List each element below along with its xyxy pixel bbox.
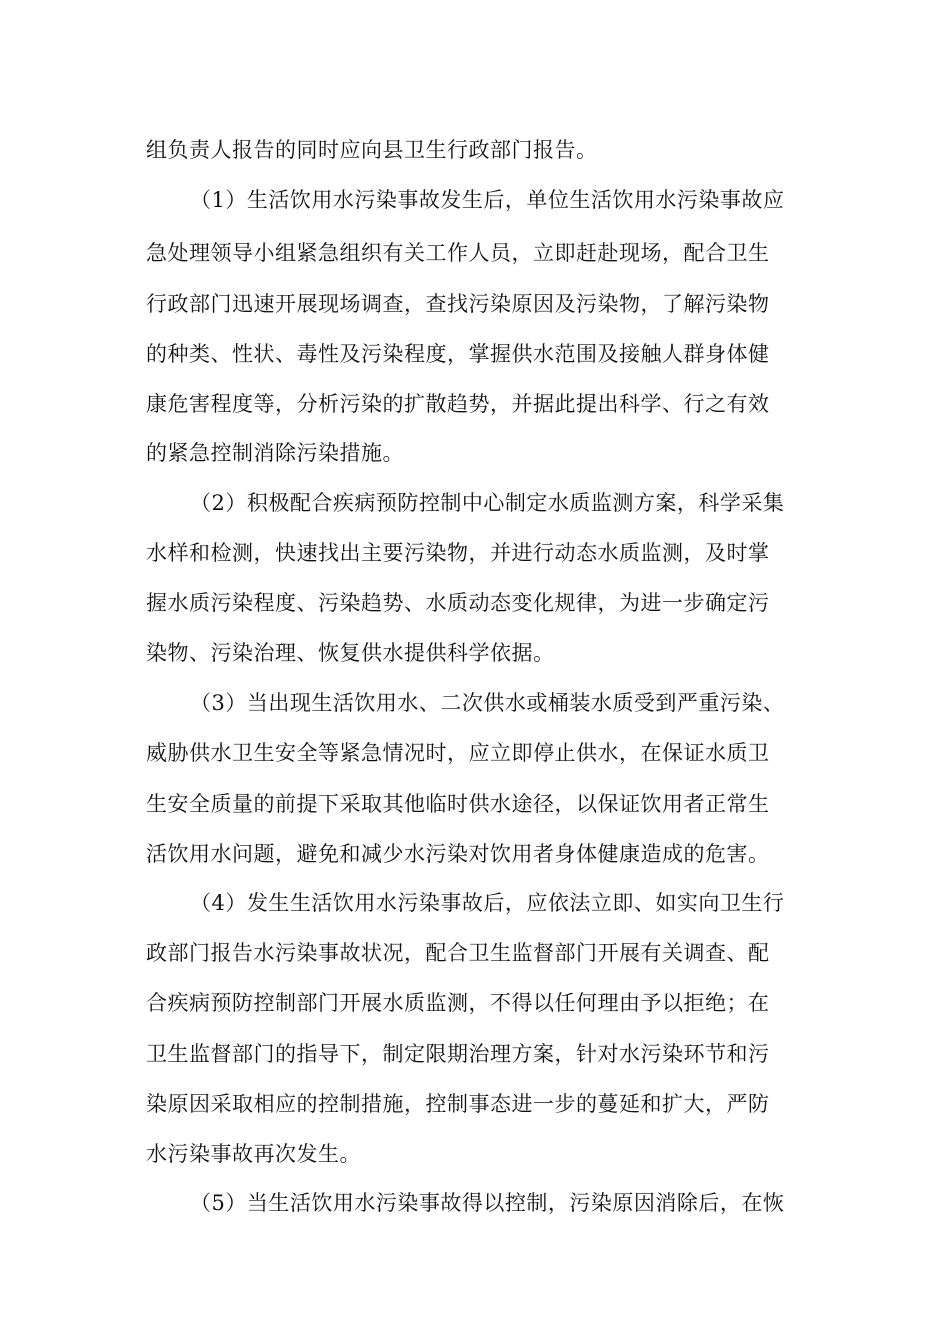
text-line: 急处理领导小组紧急组织有关工作人员，立即赶赴现场，配合卫生 (146, 241, 770, 265)
text-line: 染物、污染治理、恢复供水提供科学依据。 (146, 641, 555, 665)
text-line: 合疾病预防控制部门开展水质监测，不得以任何理由予以拒绝；在 (146, 991, 770, 1015)
text-line: 政部门报告水污染事故状况，配合卫生监督部门开展有关调查、配 (146, 941, 770, 965)
text-line: 组负责人报告的同时应向县卫生行政部门报告。 (146, 138, 598, 162)
text-line: 水污染事故再次发生。 (146, 1142, 361, 1166)
text-line: 活饮用水问题，避免和减少水污染对饮用者身体健康造成的危害。 (146, 842, 770, 866)
text-line: 的种类、性状、毒性及污染程度，掌握供水范围及接触人群身体健 (146, 342, 770, 366)
text-line: 握水质污染程度、污染趋势、水质动态变化规律，为进一步确定污 (146, 591, 770, 615)
text-line: 染原因采取相应的控制措施，控制事态进一步的蔓延和扩大，严防 (146, 1092, 770, 1116)
paragraph-5-first-line: （5）当生活饮用水污染事故得以控制，污染原因消除后，在恢 (190, 1191, 785, 1215)
paragraph-1-first-line: （1）生活饮用水污染事故发生后，单位生活饮用水污染事故应 (190, 188, 785, 212)
text-line: 水样和检测，快速找出主要污染物，并进行动态水质监测，及时掌 (146, 541, 770, 565)
text-line: 的紧急控制消除污染措施。 (146, 441, 404, 465)
text-line: 生安全质量的前提下采取其他临时供水途径，以保证饮用者正常生 (146, 792, 770, 816)
text-line: 威胁供水卫生安全等紧急情况时，应立即停止供水，在保证水质卫 (146, 741, 770, 765)
paragraph-2-first-line: （2）积极配合疾病预防控制中心制定水质监测方案，科学采集 (190, 491, 785, 515)
paragraph-3-first-line: （3）当出现生活饮用水、二次供水或桶装水质受到严重污染、 (190, 691, 785, 715)
text-line: 康危害程度等，分析污染的扩散趋势，并据此提出科学、行之有效 (146, 392, 770, 416)
text-line: 行政部门迅速开展现场调查，查找污染原因及污染物，了解污染物 (146, 292, 770, 316)
text-line: 卫生监督部门的指导下，制定限期治理方案，针对水污染环节和污 (146, 1042, 770, 1066)
paragraph-4-first-line: （4）发生生活饮用水污染事故后，应依法立即、如实向卫生行 (190, 891, 785, 915)
